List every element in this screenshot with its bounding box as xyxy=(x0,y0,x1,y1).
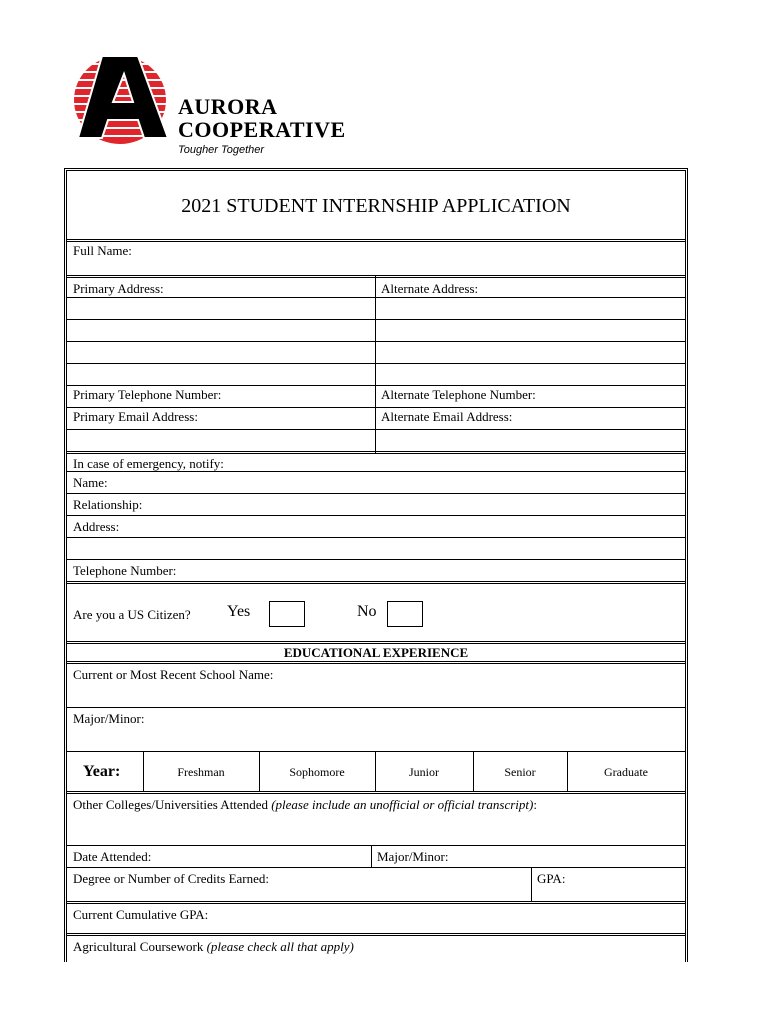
no-label: No xyxy=(357,603,377,620)
school-name-label: Current or Most Recent School Name: xyxy=(73,667,274,682)
ag-coursework-label xyxy=(73,939,354,955)
major-minor-label: Major/Minor: xyxy=(73,711,145,726)
alternate-address-label: Alternate Address: xyxy=(381,281,479,296)
year-senior[interactable]: Senior xyxy=(504,765,536,779)
primary-email-label: Primary Email Address: xyxy=(73,409,198,424)
emergency-name-label: Name: xyxy=(73,475,108,490)
primary-phone-label: Primary Telephone Number: xyxy=(73,387,222,402)
year-sophomore[interactable]: Sophomore xyxy=(289,765,345,779)
date-attended-label: Date Attended: xyxy=(73,849,152,864)
yes-checkbox[interactable] xyxy=(269,601,305,627)
alternate-phone-label: Alternate Telephone Number: xyxy=(381,387,536,402)
primary-address-label: Primary Address: xyxy=(73,281,164,296)
emergency-relationship-label: Relationship: xyxy=(73,497,143,512)
other-colleges-label xyxy=(73,797,537,813)
logo-line1: AURORA xyxy=(178,94,278,119)
form-title: 2021 STUDENT INTERNSHIP APPLICATION xyxy=(181,195,571,217)
education-heading: EDUCATIONAL EXPERIENCE xyxy=(283,645,469,660)
full-name-label: Full Name: xyxy=(73,243,132,258)
logo-emblem xyxy=(72,50,182,145)
degree-credits-label: Degree or Number of Credits Earned: xyxy=(73,871,270,886)
other-colleges-note: (please include an unofficial or official transcript) xyxy=(271,797,534,812)
other-colleges-colon: : xyxy=(533,797,537,812)
other-colleges-text: Other Colleges/Universities Attended xyxy=(73,797,268,812)
year-graduate[interactable]: Graduate xyxy=(604,765,648,779)
company-logo xyxy=(72,50,372,160)
logo-line2: COOPERATIVE xyxy=(178,117,346,142)
emergency-phone-label: Telephone Number: xyxy=(73,563,177,578)
logo-tagline: Tougher Together xyxy=(178,144,265,156)
year-junior[interactable]: Junior xyxy=(409,765,439,779)
emergency-address-label: Address: xyxy=(73,519,120,534)
alternate-email-label: Alternate Email Address: xyxy=(381,409,513,424)
ag-coursework-note: (please check all that apply) xyxy=(206,939,354,954)
gpa-label: GPA: xyxy=(537,871,566,886)
ag-coursework-text: Agricultural Coursework xyxy=(73,939,204,954)
major-minor2-label: Major/Minor: xyxy=(377,849,449,864)
yes-label: Yes xyxy=(227,603,251,620)
cumulative-gpa-label: Current Cumulative GPA: xyxy=(73,907,209,922)
year-label: Year: xyxy=(83,763,121,780)
no-checkbox[interactable] xyxy=(387,601,423,627)
application-form xyxy=(64,168,688,962)
citizen-question: Are you a US Citizen? xyxy=(73,607,191,622)
year-freshman[interactable]: Freshman xyxy=(177,765,225,779)
emergency-label: In case of emergency, notify: xyxy=(73,456,224,471)
